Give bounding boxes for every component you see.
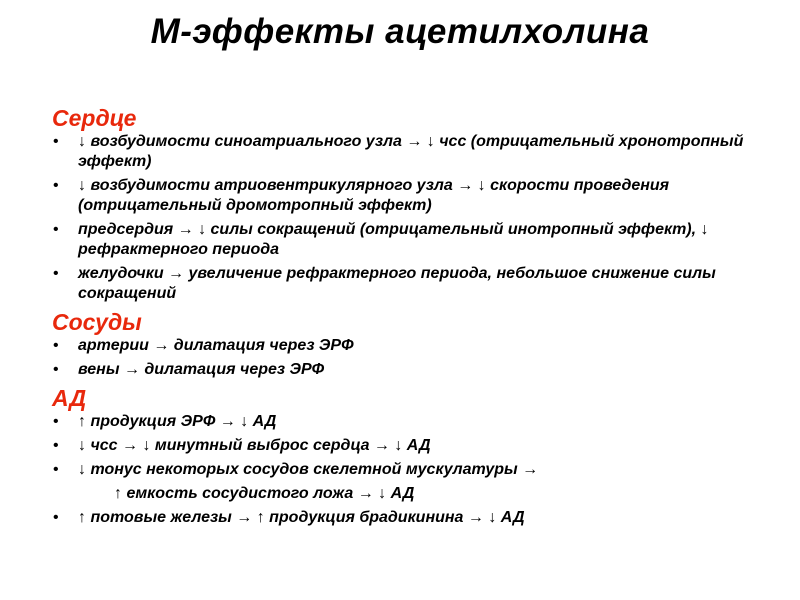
section-heading: Сосуды [52,309,142,335]
section-blood-pressure [52,384,762,528]
section-heading: Сердце [52,105,137,131]
list-item-text: ↑ потовые железы → ↑ продукция брадикинина → ↓ АД [78,509,525,526]
list-item-text: ↓ возбудимости атриовентрикулярного узла → ↓ скорости проведения (отрицательный дромотропный эффект) [78,177,670,214]
bullet-icon: • [53,265,59,282]
list-item [52,220,762,260]
bullet-icon: • [53,461,59,478]
list-item-text: ↓ тонус некоторых сосудов скелетной мускулатуры → [78,461,539,478]
bullet-icon: • [53,361,59,378]
list-item [52,460,762,480]
list-item-text: желудочки → увеличение рефрактерного периода, небольшое снижение силы сокращений [78,265,716,302]
list-item [52,508,762,528]
bullet-icon: • [53,133,59,150]
bullet-icon: • [53,337,59,354]
section-vessels [52,308,762,380]
section-list [52,336,762,380]
bullet-icon: • [53,413,59,430]
bullet-icon: • [53,509,59,526]
list-item-text: предсердия → ↓ силы сокращений (отрицательный инотропный эффект), ↓ рефрактерного периода [78,221,709,258]
list-item [52,176,762,216]
section-list [52,132,762,304]
slide-title: М-эффекты ацетилхолина [150,12,650,51]
list-item-text: ↓ возбудимости синоатриального узла → ↓ чсс (отрицательный хронотропный эффект) [78,133,744,170]
list-item [52,412,762,432]
list-item [52,132,762,172]
bullet-icon: • [53,221,59,238]
bullet-icon: • [53,177,59,194]
slide-content [52,104,762,532]
section-heading: АД [52,385,87,411]
bullet-icon: • [53,437,59,454]
list-item-text: артерии → дилатация через ЭРФ [78,337,354,354]
section-list [52,412,762,528]
list-item [52,360,762,380]
list-item [52,336,762,356]
list-item-text: ↓ чсс → ↓ минутный выброс сердца → ↓ АД [78,437,431,454]
section-heart [52,104,762,304]
list-item-text: ↑ продукция ЭРФ → ↓ АД [78,413,277,430]
list-item [52,436,762,456]
list-item [52,264,762,304]
list-item-text: ↑ емкость сосудистого ложа → ↓ АД [114,485,415,502]
list-item-text: вены → дилатация через ЭРФ [78,361,325,378]
list-item-continuation [52,484,762,504]
